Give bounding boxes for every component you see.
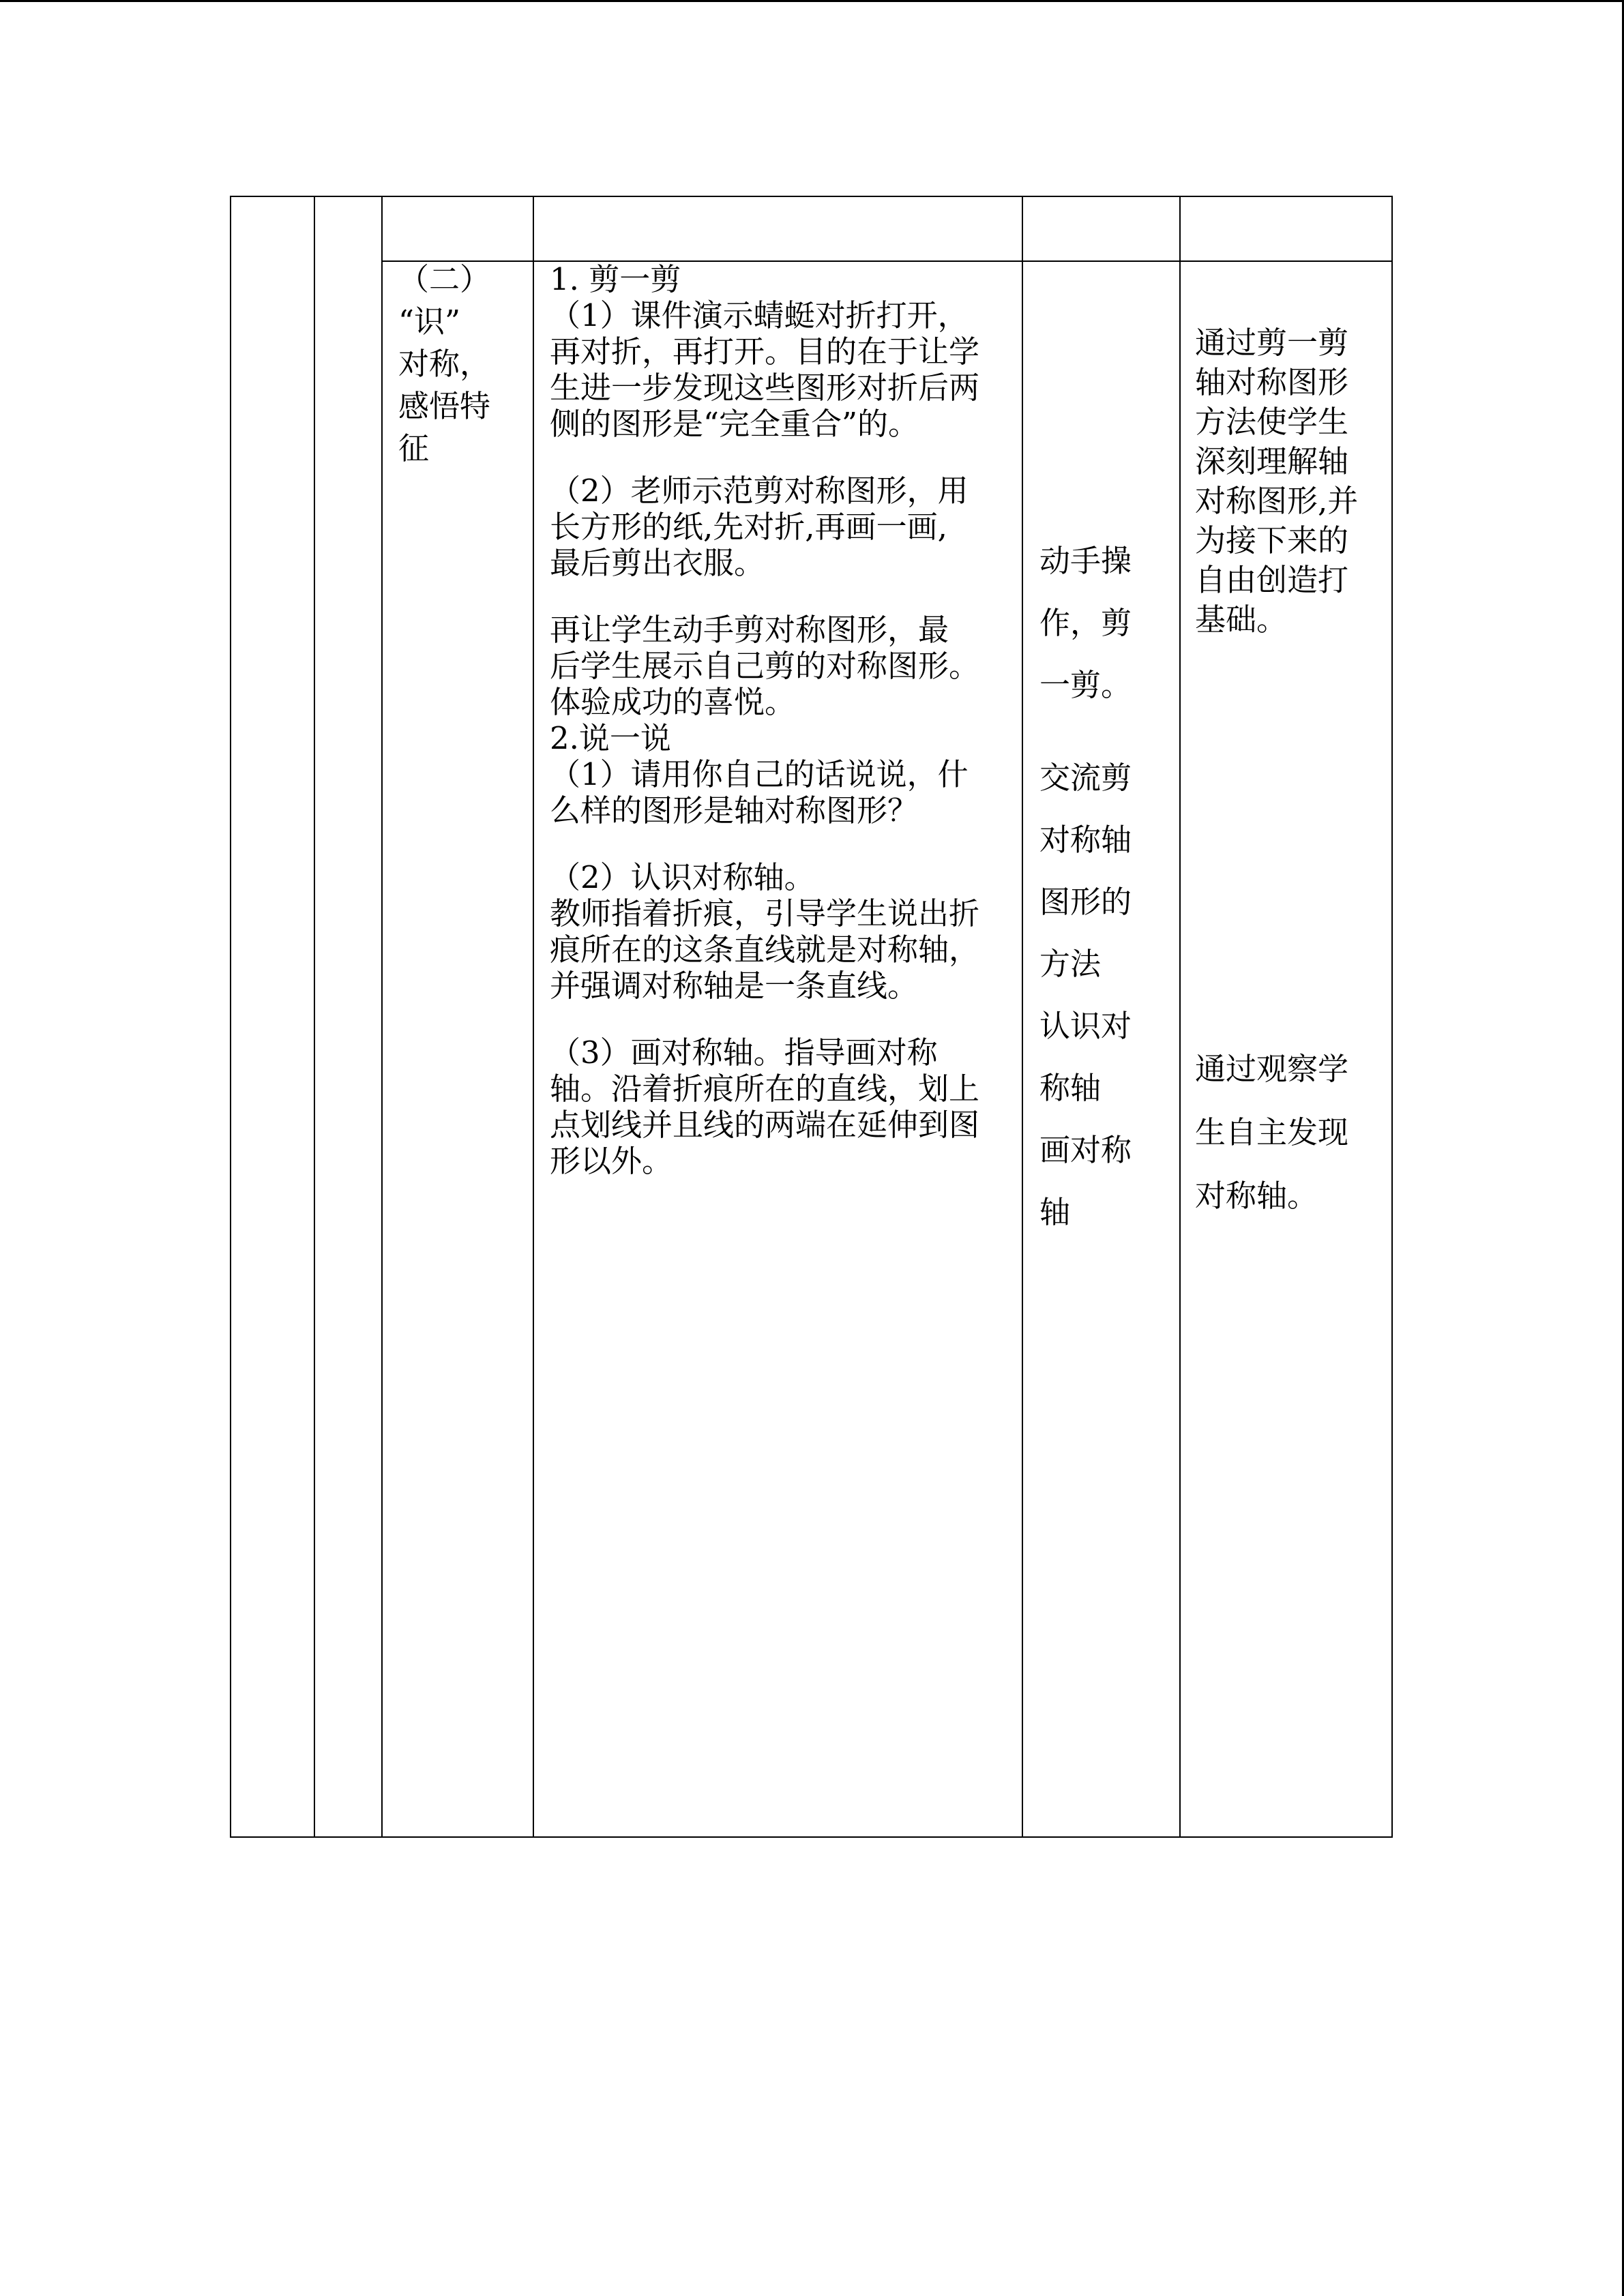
table-bottom-border	[230, 1836, 1393, 1838]
content-line: 并强调对称轴是一条直线。	[550, 968, 919, 1004]
content-line: 长方形的纸,先对折,再画一画,	[550, 509, 947, 545]
table-top-border	[230, 196, 1393, 197]
intent-line: 对称轴。	[1195, 1178, 1318, 1214]
content-line	[550, 829, 979, 859]
page-top-border	[0, 0, 1624, 2]
content-line: 最后剪出衣服。	[550, 545, 765, 581]
content-line: 侧的图形是“完全重合”的。	[550, 406, 919, 442]
content-line: 点划线并且线的两端在延伸到图	[550, 1107, 980, 1143]
intent-line: 深刻理解轴	[1195, 443, 1349, 479]
intent-line: 方法使学生	[1195, 404, 1349, 440]
content-line: 2.说一说	[550, 720, 671, 756]
design-intent-1	[1195, 323, 1358, 640]
content-line: （1）请用你自己的话说说，什	[550, 756, 969, 792]
content-line: 教师指着折痕，引导学生说出折	[550, 895, 980, 931]
student-activity-line: 轴	[1039, 1194, 1071, 1230]
content-line: 生进一步发现这些图形对折后两	[550, 370, 980, 406]
intent-line: 基础。	[1195, 601, 1288, 638]
content-line: （2）老师示范剪对称图形，用	[550, 473, 969, 509]
content-line	[550, 442, 979, 473]
design-intent-2	[1195, 1037, 1348, 1227]
content-line	[550, 1004, 979, 1034]
student-activity-line: 方法	[1039, 946, 1102, 982]
student-activity-line	[1039, 716, 1132, 747]
student-activity-line: 作，剪	[1039, 605, 1132, 641]
content-line: （1）课件演示蜻蜓对折打开，	[550, 297, 969, 333]
student-activity-line: 动手操	[1039, 543, 1132, 579]
student-activity-line: 认识对	[1039, 1008, 1132, 1044]
content-line: 再对折，再打开。目的在于让学	[550, 333, 980, 370]
content-line: （2）认识对称轴。	[550, 859, 815, 895]
student-activity	[1039, 530, 1132, 1243]
intent-line: 自由创造打	[1195, 562, 1349, 598]
student-activity-line: 称轴	[1039, 1070, 1102, 1106]
stage-heading-line: 征	[398, 430, 430, 466]
student-activity-line: 交流剪	[1039, 760, 1132, 796]
student-activity-line: 画对称	[1039, 1132, 1132, 1168]
stage-heading-line: （二）	[398, 261, 491, 297]
content-line: 形以外。	[550, 1143, 673, 1179]
intent-line: 轴对称图形	[1195, 364, 1349, 400]
content-line	[550, 581, 979, 612]
intent-line: 对称图形,并	[1195, 483, 1359, 519]
intent-line: 通过剪一剪	[1195, 325, 1349, 361]
column-divider-4	[1022, 196, 1023, 1838]
stage-heading-line: 感悟特	[398, 388, 491, 424]
stage-heading-line: 对称，	[398, 346, 491, 382]
stage-heading-line: “识”	[398, 303, 461, 340]
column-divider-3	[533, 196, 534, 1838]
content-line: 轴。沿着折痕所在的直线，划上	[550, 1071, 980, 1107]
intent-line: 为接下来的	[1195, 522, 1349, 558]
content-line: 体验成功的喜悦。	[550, 684, 796, 720]
stage-heading	[398, 258, 490, 470]
content-line: 1. 剪一剪	[550, 261, 681, 297]
column-divider-1	[314, 196, 315, 1838]
student-activity-line: 对称轴	[1039, 822, 1132, 858]
content-line: （3）画对称轴。指导画对称	[550, 1034, 938, 1071]
column-divider-2	[381, 196, 383, 1838]
content-line: 后学生展示自己剪的对称图形。	[550, 648, 980, 684]
student-activity-line: 一剪。	[1039, 667, 1132, 703]
column-divider-5	[1179, 196, 1181, 1838]
teaching-content	[550, 261, 979, 1179]
content-line: 么样的图形是轴对称图形？	[550, 792, 919, 829]
student-activity-line: 图形的	[1039, 884, 1132, 920]
content-line: 痕所在的这条直线就是对称轴，	[550, 931, 980, 968]
content-line: 再让学生动手剪对称图形，最	[550, 612, 949, 648]
table-right-border	[1391, 196, 1393, 1838]
intent-line: 生自主发现	[1195, 1114, 1349, 1150]
table-left-border	[230, 196, 231, 1838]
intent-line: 通过观察学	[1195, 1051, 1349, 1087]
